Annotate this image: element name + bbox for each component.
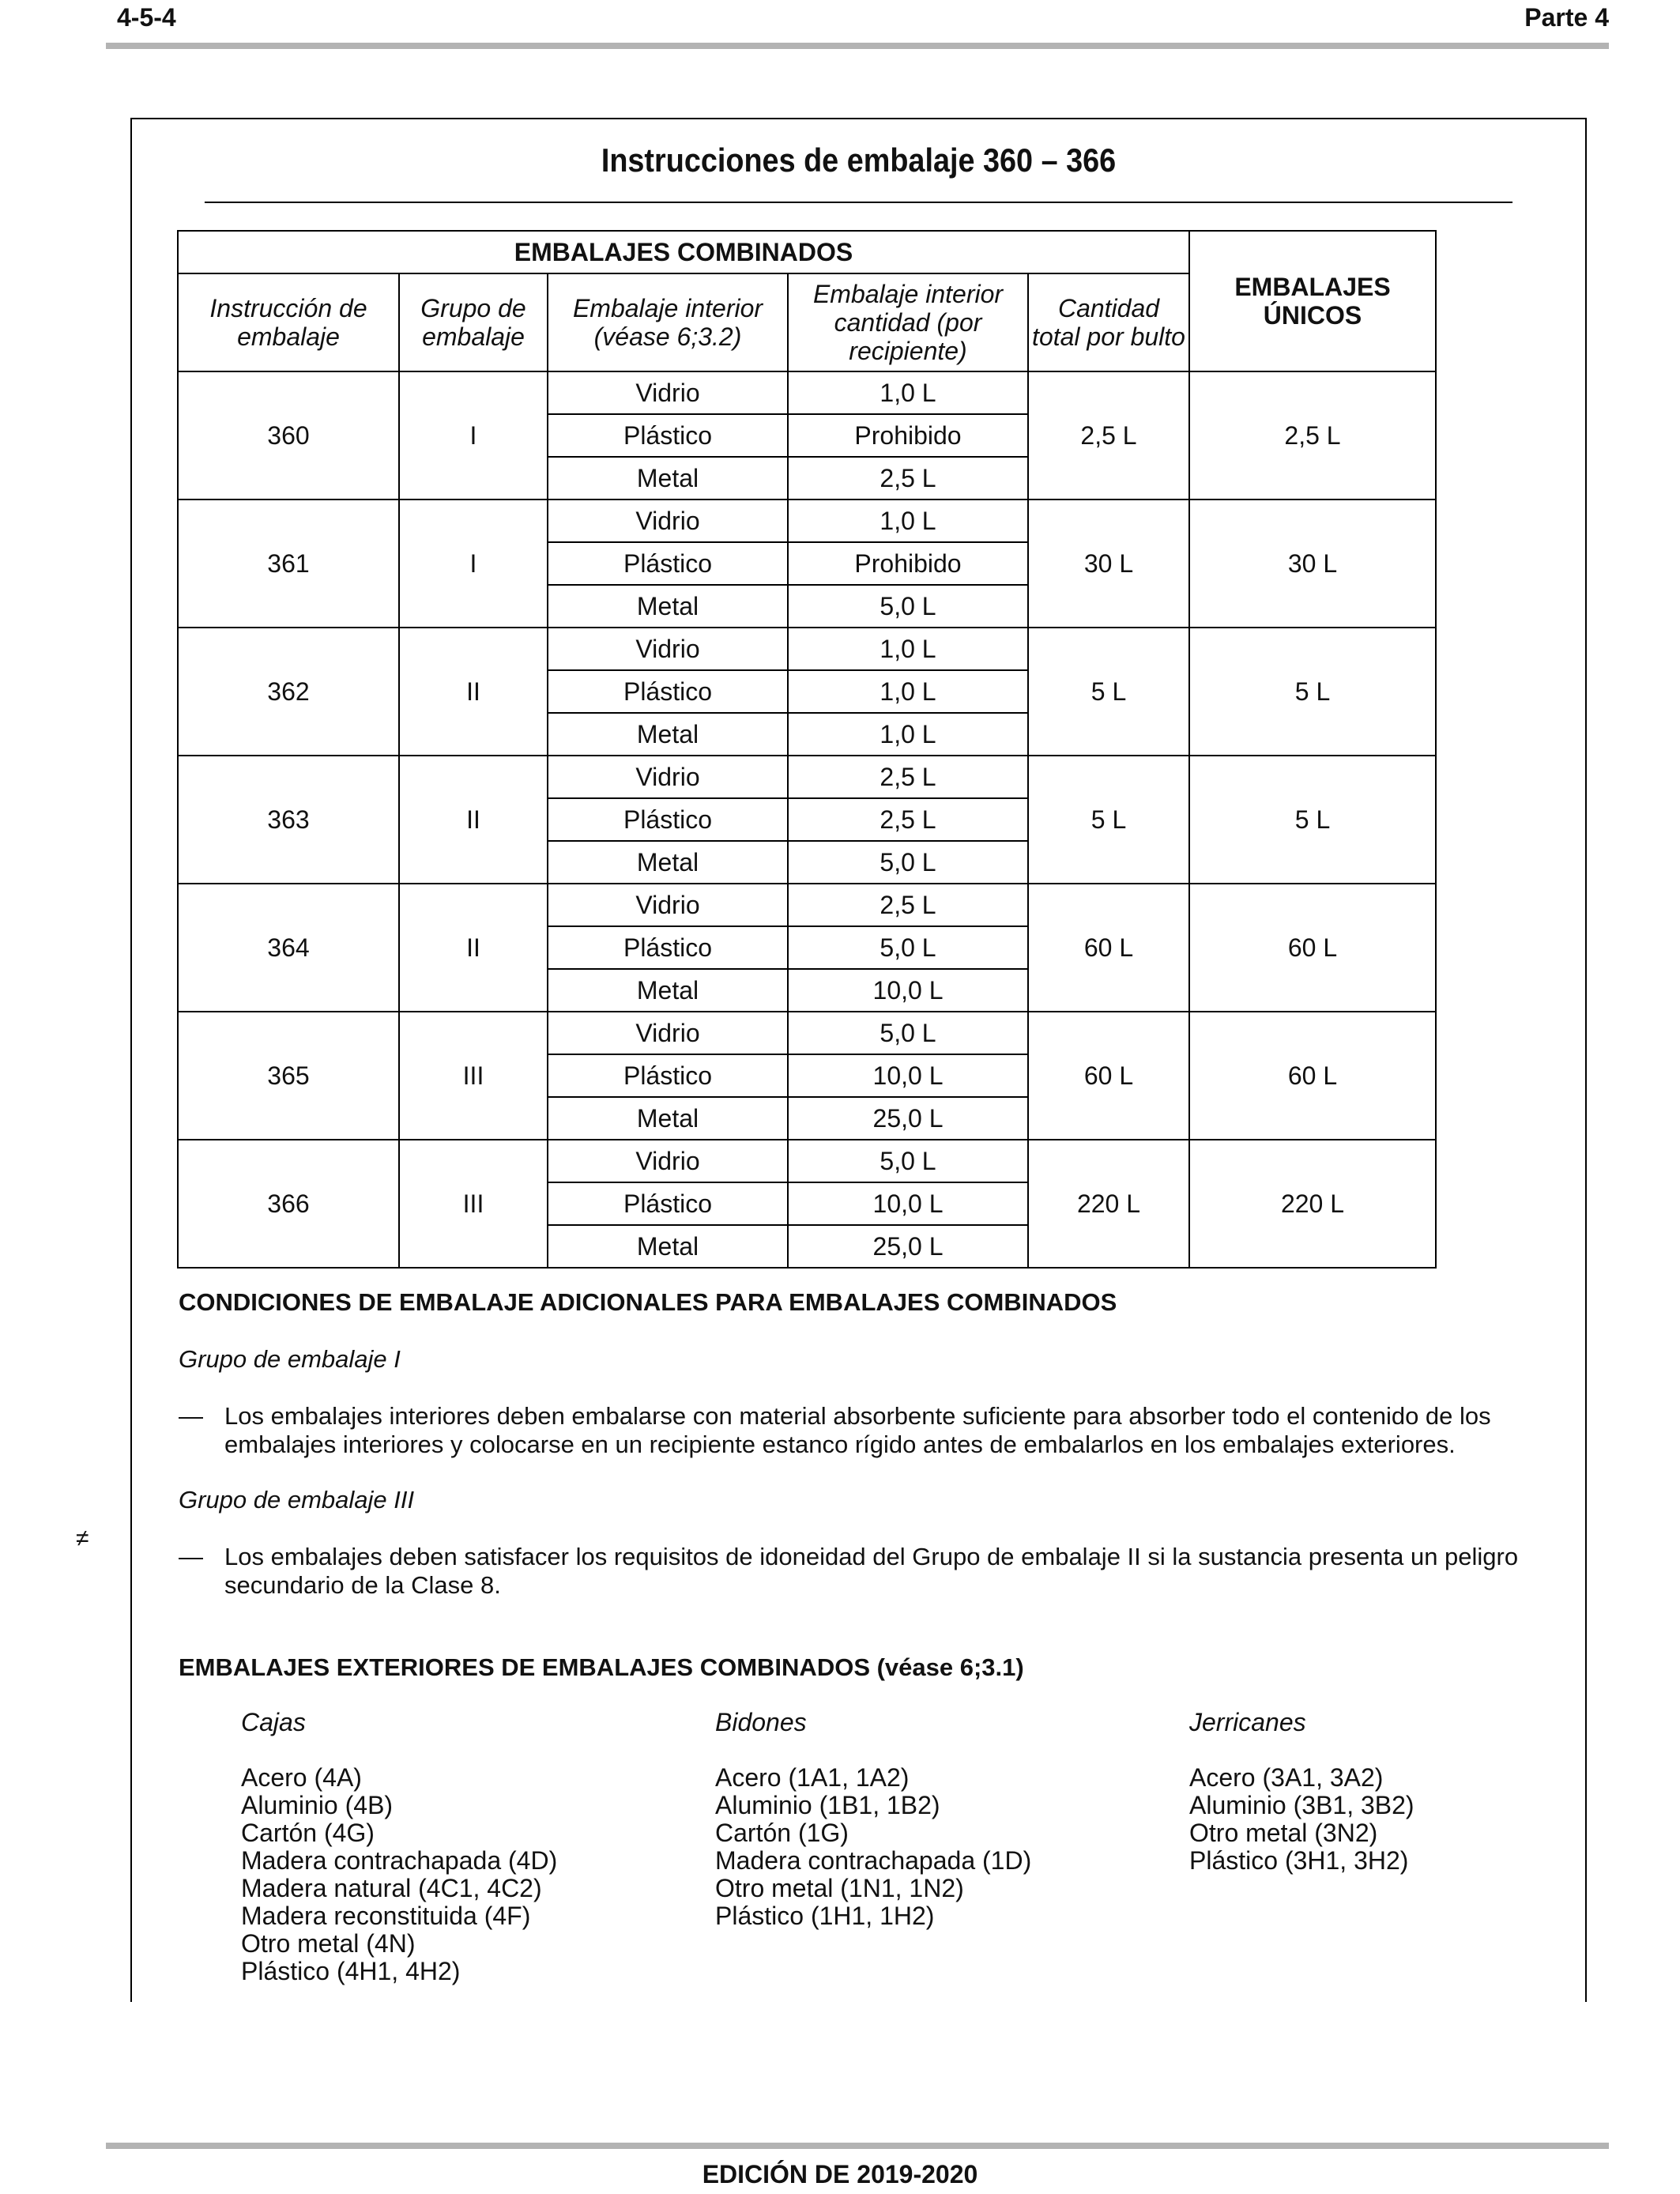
inner-quantity-cell: 5,0 L: [788, 1140, 1028, 1182]
single-cell: 60 L: [1189, 884, 1436, 1012]
list-item: Madera natural (4C1, 4C2): [241, 1874, 542, 1902]
combined-packagings-header: EMBALAJES COMBINADOS: [178, 231, 1189, 273]
inner-material-cell: Plástico: [548, 414, 788, 457]
list-item: Madera contrachapada (4D): [241, 1846, 558, 1875]
inner-material-cell: Vidrio: [548, 1140, 788, 1182]
inner-material-cell: Vidrio: [548, 628, 788, 670]
inner-quantity-cell: 5,0 L: [788, 926, 1028, 969]
list-item: Aluminio (3B1, 3B2): [1189, 1791, 1414, 1819]
total-cell: 5 L: [1028, 628, 1189, 756]
inner-material-cell: Metal: [548, 585, 788, 628]
footer-rule: [106, 2143, 1609, 2149]
inner-material-cell: Metal: [548, 713, 788, 756]
table-row: [178, 1012, 1436, 1054]
col-group-header: Grupo de embalaje: [399, 273, 548, 371]
inner-material-cell: Metal: [548, 457, 788, 499]
single-cell: 60 L: [1189, 1012, 1436, 1140]
jerricans-title: Jerricanes: [1189, 1708, 1306, 1736]
list-item: Acero (4A): [241, 1763, 362, 1792]
list-item: Plástico (1H1, 1H2): [715, 1902, 935, 1930]
inner-material-cell: Vidrio: [548, 756, 788, 798]
list-item: Cartón (1G): [715, 1819, 849, 1847]
outer-packagings-heading: EMBALAJES EXTERIORES DE EMBALAJES COMBINADOS (véase 6;3.1): [179, 1653, 1024, 1681]
list-item: Madera reconstituida (4F): [241, 1902, 531, 1930]
table-row: [178, 1140, 1436, 1182]
inner-quantity-cell: 2,5 L: [788, 457, 1028, 499]
inner-quantity-cell: 1,0 L: [788, 371, 1028, 414]
group3-text: Los embalajes deben satisfacer los requisitos de idoneidad del Grupo de embalaje II si la sustancia presenta un peligro secundario de la Clase 8.: [224, 1543, 1519, 1599]
inner-material-cell: Plástico: [548, 926, 788, 969]
instruction-cell: 360: [178, 371, 399, 499]
col-instruction-header: Instrucción de embalaje: [178, 273, 399, 371]
instruction-cell: 366: [178, 1140, 399, 1268]
inner-material-cell: Vidrio: [548, 371, 788, 414]
edition-footer: EDICIÓN DE 2019-2020: [702, 2160, 978, 2188]
col-inner-header: Embalaje interior (véase 6;3.2): [548, 273, 788, 371]
inner-quantity-cell: 5,0 L: [788, 585, 1028, 628]
total-cell: 5 L: [1028, 756, 1189, 884]
inner-material-cell: Metal: [548, 841, 788, 884]
group3-condition: [179, 1543, 1554, 1600]
list-item: Acero (1A1, 1A2): [715, 1763, 910, 1792]
drums-column: [715, 1709, 1031, 1930]
list-item: Aluminio (4B): [241, 1791, 394, 1819]
inner-quantity-cell: 25,0 L: [788, 1097, 1028, 1140]
inner-quantity-cell: 5,0 L: [788, 1012, 1028, 1054]
group3-label: Grupo de embalaje III: [179, 1486, 415, 1514]
single-cell: 220 L: [1189, 1140, 1436, 1268]
inner-material-cell: Plástico: [548, 1054, 788, 1097]
inner-material-cell: Metal: [548, 1225, 788, 1268]
group-cell: II: [399, 756, 548, 884]
list-item: Cartón (4G): [241, 1819, 375, 1847]
table-row: [178, 371, 1436, 414]
instruction-cell: 364: [178, 884, 399, 1012]
inner-quantity-cell: 5,0 L: [788, 841, 1028, 884]
table-row: [178, 884, 1436, 926]
list-item: Madera contrachapada (1D): [715, 1846, 1032, 1875]
header-rule: [106, 43, 1609, 49]
inner-material-cell: Plástico: [548, 1182, 788, 1225]
inner-quantity-cell: 1,0 L: [788, 713, 1028, 756]
inner-material-cell: Metal: [548, 1097, 788, 1140]
total-cell: 2,5 L: [1028, 371, 1189, 499]
col-total-header: Cantidad total por bulto: [1028, 273, 1189, 371]
inner-material-cell: Plástico: [548, 670, 788, 713]
instruction-cell: 365: [178, 1012, 399, 1140]
dash: —: [179, 1402, 203, 1430]
list-item: Otro metal (4N): [241, 1929, 416, 1958]
group-cell: III: [399, 1012, 548, 1140]
table-row: [178, 499, 1436, 542]
table-row: [178, 756, 1436, 798]
single-cell: 30 L: [1189, 499, 1436, 628]
group-cell: I: [399, 371, 548, 499]
col-inner-qty-header: Embalaje interior cantidad (por recipiente): [788, 273, 1028, 371]
inner-quantity-cell: 10,0 L: [788, 1054, 1028, 1097]
drums-title: Bidones: [715, 1708, 807, 1736]
boxes-title: Cajas: [241, 1708, 306, 1736]
inner-material-cell: Plástico: [548, 542, 788, 585]
group-cell: II: [399, 628, 548, 756]
dash: —: [179, 1543, 203, 1570]
total-cell: 60 L: [1028, 884, 1189, 1012]
list-item: Otro metal (1N1, 1N2): [715, 1874, 964, 1902]
packing-table: [177, 230, 1437, 1269]
inner-quantity-cell: 10,0 L: [788, 969, 1028, 1012]
inner-quantity-cell: 2,5 L: [788, 756, 1028, 798]
group1-label: Grupo de embalaje I: [179, 1345, 401, 1373]
list-item: Plástico (3H1, 3H2): [1189, 1846, 1409, 1875]
group-cell: II: [399, 884, 548, 1012]
inner-material-cell: Vidrio: [548, 1012, 788, 1054]
inner-quantity-cell: 2,5 L: [788, 884, 1028, 926]
part-label: Parte 4: [1524, 3, 1609, 32]
inner-quantity-cell: 2,5 L: [788, 798, 1028, 841]
list-item: Aluminio (1B1, 1B2): [715, 1791, 940, 1819]
total-cell: 220 L: [1028, 1140, 1189, 1268]
inner-material-cell: Metal: [548, 969, 788, 1012]
margin-change-mark: ≠: [76, 1525, 89, 1551]
inner-quantity-cell: Prohibido: [788, 542, 1028, 585]
single-packagings-header: EMBALAJES ÚNICOS: [1189, 231, 1436, 371]
total-cell: 60 L: [1028, 1012, 1189, 1140]
inner-quantity-cell: 1,0 L: [788, 670, 1028, 713]
single-cell: 2,5 L: [1189, 371, 1436, 499]
list-item: Plástico (4H1, 4H2): [241, 1957, 461, 1985]
instruction-cell: 362: [178, 628, 399, 756]
list-item: Acero (3A1, 3A2): [1189, 1763, 1384, 1792]
instruction-cell: 363: [178, 756, 399, 884]
inner-material-cell: Plástico: [548, 798, 788, 841]
inner-quantity-cell: 10,0 L: [788, 1182, 1028, 1225]
table-row: [178, 628, 1436, 670]
inner-material-cell: Vidrio: [548, 884, 788, 926]
inner-material-cell: Vidrio: [548, 499, 788, 542]
single-cell: 5 L: [1189, 628, 1436, 756]
inner-quantity-cell: 1,0 L: [788, 628, 1028, 670]
group-cell: III: [399, 1140, 548, 1268]
total-cell: 30 L: [1028, 499, 1189, 628]
group1-condition: [179, 1402, 1554, 1459]
group1-text: Los embalajes interiores deben embalarse con material absorbente suficiente para absorber todo el contenido de los embalajes interiores y colocarse en un recipiente estanco rígido antes de embalarlos en los embalajes exteriores.: [224, 1402, 1491, 1458]
inner-quantity-cell: Prohibido: [788, 414, 1028, 457]
group-cell: I: [399, 499, 548, 628]
jerricans-column: [1189, 1709, 1414, 1875]
instruction-cell: 361: [178, 499, 399, 628]
inner-quantity-cell: 25,0 L: [788, 1225, 1028, 1268]
list-item: Otro metal (3N2): [1189, 1819, 1378, 1847]
boxes-column: [241, 1709, 557, 1985]
page-title: Instrucciones de embalaje 360 – 366: [205, 119, 1512, 203]
conditions-heading: CONDICIONES DE EMBALAJE ADICIONALES PARA EMBALAJES COMBINADOS: [179, 1288, 1117, 1316]
single-cell: 5 L: [1189, 756, 1436, 884]
page-number: 4-5-4: [117, 3, 176, 32]
inner-quantity-cell: 1,0 L: [788, 499, 1028, 542]
